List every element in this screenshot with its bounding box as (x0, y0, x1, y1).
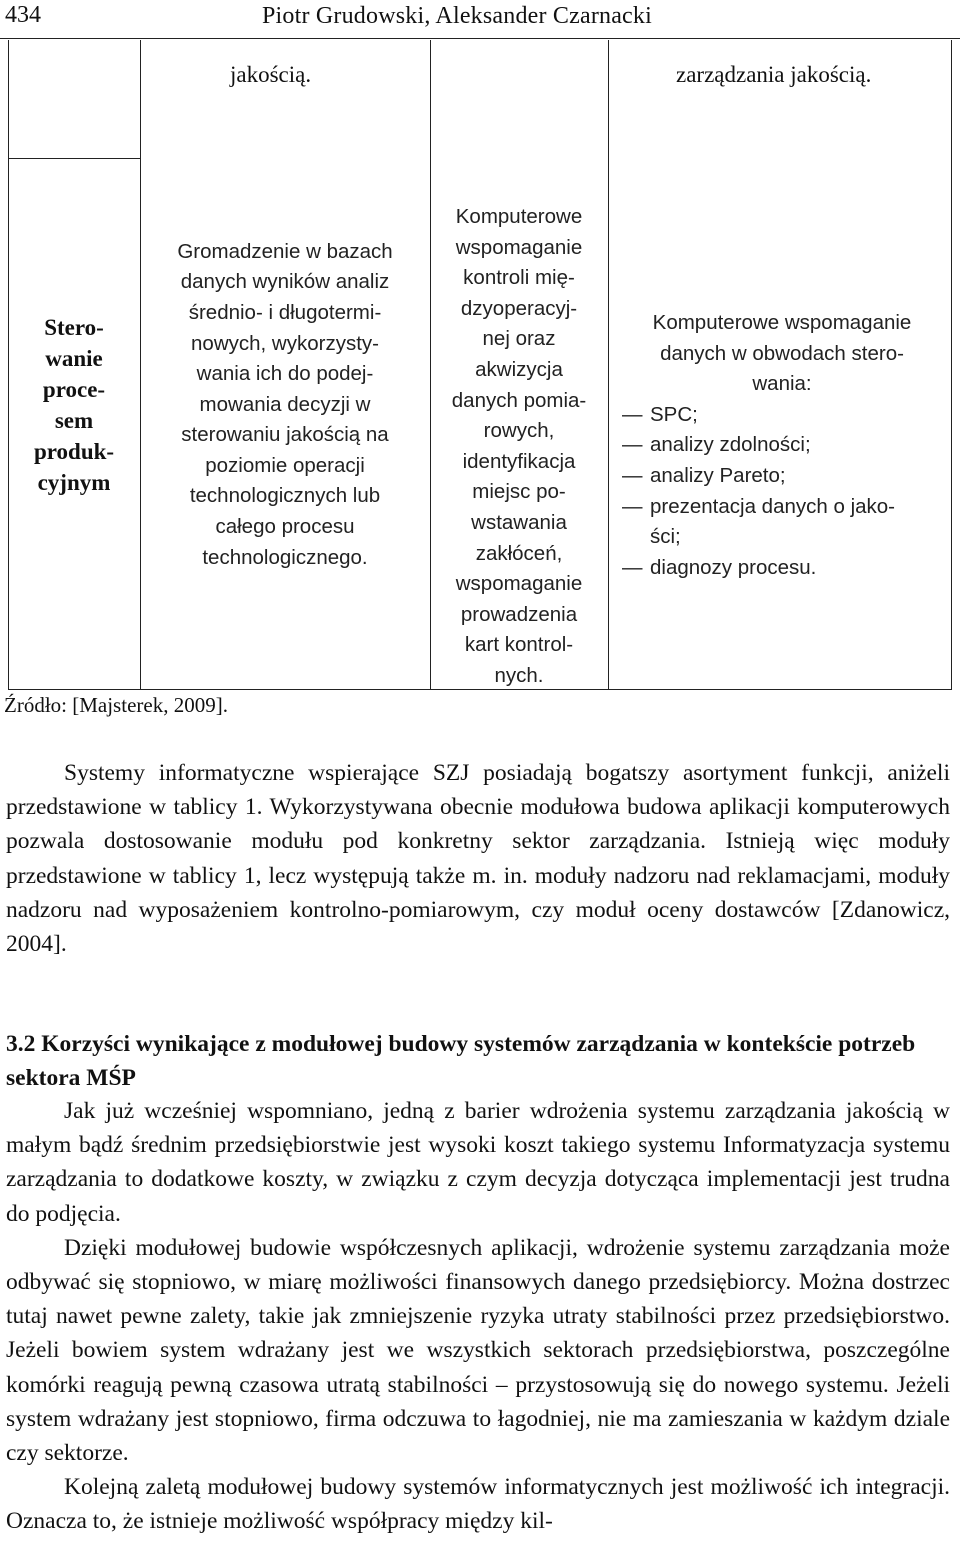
list-item: — analizy zdolności; (622, 430, 942, 461)
row-label-cell (8, 120, 140, 690)
table-fragment-col2: jakością. (230, 62, 312, 87)
cell-col2-text: Gromadzenie w bazach danych wyników analiz średnio- i długotermi- nowych, wykorzysty- wania ich do podej- mowania decyzji w sterowaniu jakością na poziomie operacji technologicznych lub całego procesu technologicznego. (177, 239, 393, 569)
paragraph: Dzięki modułowej budowie współczesnych aplikacji, wdrożenie systemu zarządzania może odbywać się stopniowo, w miarę możliwości finansowych danego przedsiębiorcy. Można dostrzec tutaj nawet pewne zalety, takie jak zmniejszenie ryzyka utraty stabilności przez przedsiębiorstwo. Jeżeli bowiem system wdrażany jest we wszystkich sektorach przedsiębiorstwa, poszczególne komórki reagują pewną czasowa utratą stabilności – przystosowują się do nowego systemu. Jeżeli system wdrażany jest stopniowo, firma odczuwa to łagodniej, nie ma zamieszania w każdym dziale czy sektorze. (6, 1234, 950, 1467)
body-section-text (6, 1094, 950, 1539)
cell-col4 (608, 140, 952, 690)
list-item: — prezentacja danych o jako- ści; (622, 492, 942, 553)
paragraph: Systemy informatyczne wspierające SZJ posiadają bogatszy asortyment funkcji, aniżeli przedstawione w tablicy 1. Wykorzystywana obecnie modułowa budowa aplikacji komputerowych pozwala dostosowanie modułu pod konkretny sektor zarządzania. Istnieją więc moduły przedstawione w tablicy 1, lecz występują także m. in. moduły nadzoru nad reklamacjami, moduły nadzoru nad wyposażeniem kontrolno-pomiarowym, czy moduł oceny dostawców [Zdanowicz, 2004]. (6, 760, 950, 958)
body-paragraph-1 (6, 756, 950, 961)
table-fragment-col4: zarządzania jakością. (676, 62, 872, 87)
list-item: — analizy Pareto; (622, 461, 942, 492)
table (8, 40, 952, 690)
paragraph: Kolejną zaletą modułowej budowy systemów informatycznych jest możliwość ich integracji. Oznacza to, że istnieje możliwość współpracy między kil- (6, 1474, 950, 1535)
row-label: Stero- wanie proce- sem produk- cyjnym (33, 315, 115, 495)
cell-col3-text: Komputerowe wspomaganie kontroli mię- dzyoperacyj- nej oraz akwizycja danych pomia- rowych, identyfikacja miejsc po- wstawania zakłóceń, wspomaganie prowadzenia kart kontrol- nych. (451, 205, 587, 687)
paragraph: Jak już wcześniej wspomniano, jedną z barier wdrożenia systemu zarządzania jakością w małym bądź średnim przedsiębiorstwie jest wysoki koszt takiego systemu Informatyzacja systemu zarządzania to dodatkowe koszty, w związku z czym decyzja dotycząca implementacji jest trudna do podjęcia. (6, 1098, 950, 1227)
cell-col2 (140, 120, 430, 690)
page-number: 434 (5, 2, 41, 28)
cell-col4-list (622, 400, 942, 584)
table-source: Źródło: [Majsterek, 2009]. (4, 693, 228, 717)
running-head: Piotr Grudowski, Aleksander Czarnacki (262, 3, 652, 29)
page-header (0, 0, 960, 39)
list-item: — SPC; (622, 400, 942, 431)
cell-col4-intro: Komputerowe wspomaganie danych w obwodach stero- wania: (652, 311, 912, 396)
list-item: — diagnozy procesu. (622, 553, 942, 584)
cell-col3 (430, 80, 608, 690)
section-heading: 3.2 Korzyści wynikające z modułowej budowy systemów zarządzania w kontekście potrzeb sektora MŚP (6, 1031, 916, 1091)
